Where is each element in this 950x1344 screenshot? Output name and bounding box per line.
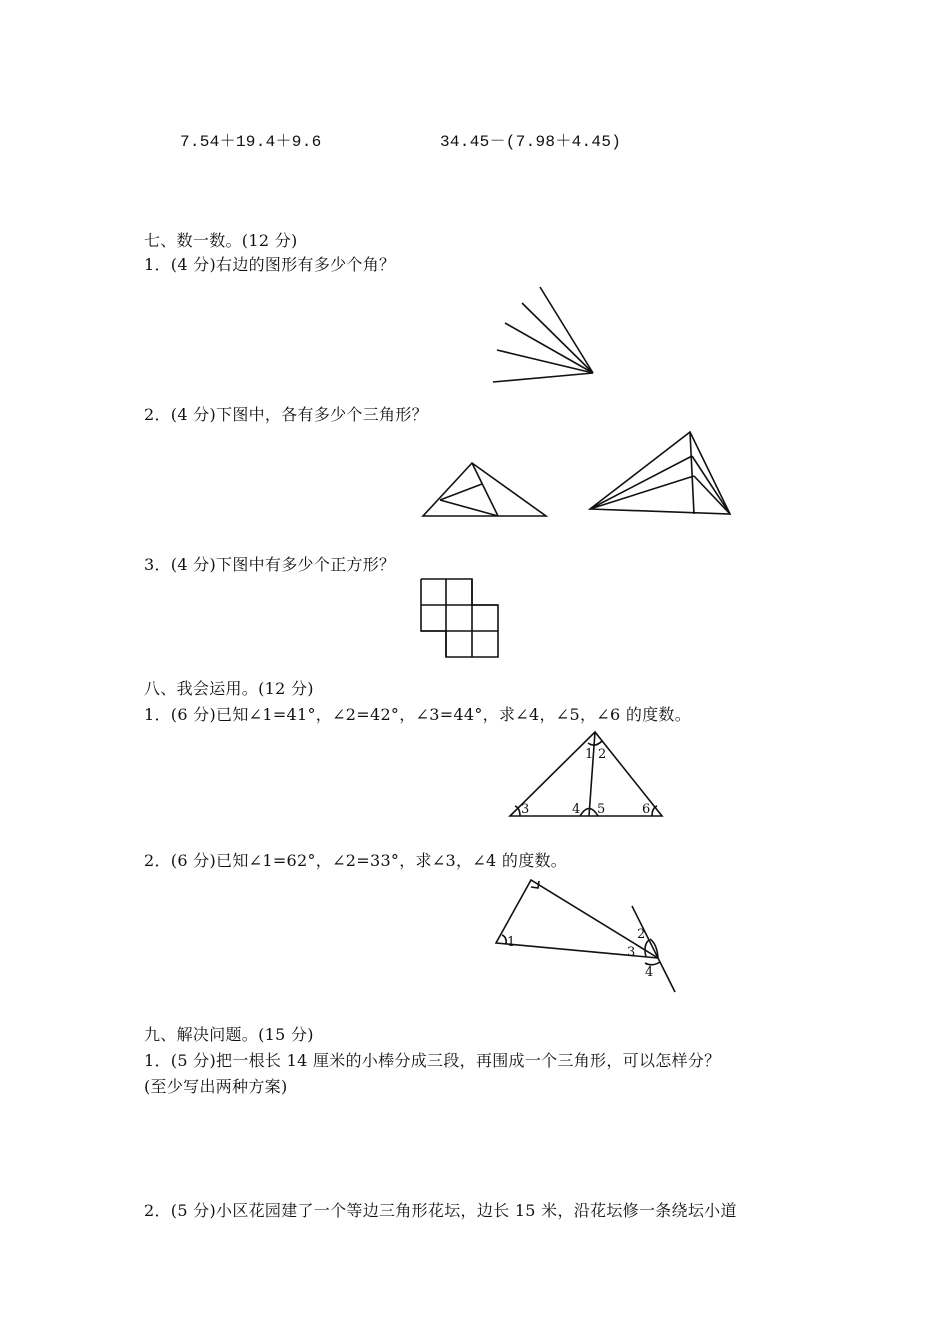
section-7-question-3: 3．(4 分)下图中有多少个正方形？ — [144, 555, 396, 574]
angle-label-4: 4 — [572, 802, 581, 817]
triangle-2-extension-line — [632, 906, 675, 992]
angle-label-6: 6 — [642, 802, 651, 817]
angle-label-3: 3 — [521, 802, 530, 817]
angle-2-label-4: 4 — [645, 965, 654, 980]
angle-2-label-1: 1 — [507, 935, 516, 950]
angle-2-label-3: 3 — [627, 945, 636, 960]
angle-arc-2-3 — [645, 940, 649, 957]
section-9-heading: 九、解决问题。(15 分) — [144, 1025, 314, 1044]
section-7-heading: 七、数一数。(12 分) — [144, 231, 298, 250]
section-8-question-1: 1．(6 分)已知∠1=41°，∠2=42°，∠3=44°，求∠4，∠5，∠6 的度数。 — [144, 705, 692, 724]
section-9-question-1-note: (至少写出两种方案) — [144, 1077, 288, 1096]
section-8-heading: 八、我会运用。(12 分) — [144, 679, 314, 698]
section-9-question-2: 2．(5 分)小区花园建了一个等边三角形花坛，边长 15 米，沿花坛修一条绕坛小道 — [144, 1201, 737, 1220]
angle-arc-2-1 — [502, 935, 506, 944]
section-7-question-2: 2．(4 分)下图中，各有多少个三角形？ — [144, 405, 428, 424]
angle-2-label-2: 2 — [637, 927, 646, 942]
section-8-question-2: 2．(6 分)已知∠1=62°，∠2=33°，求∠3，∠4 的度数。 — [144, 851, 568, 870]
expression-2: 34.45－(7.98＋4.45) — [440, 133, 622, 151]
angle-label-5: 5 — [597, 802, 606, 817]
angle-label-1: 1 — [585, 747, 594, 762]
section-9-question-1: 1．(5 分)把一根长 14 厘米的小棒分成三段，再围成一个三角形，可以怎样分？ — [144, 1051, 721, 1070]
expression-1: 7.54＋19.4＋9.6 — [180, 133, 322, 151]
angle-label-2: 2 — [598, 747, 607, 762]
section-7-question-1: 1．(4 分)右边的图形有多少个角？ — [144, 255, 396, 274]
